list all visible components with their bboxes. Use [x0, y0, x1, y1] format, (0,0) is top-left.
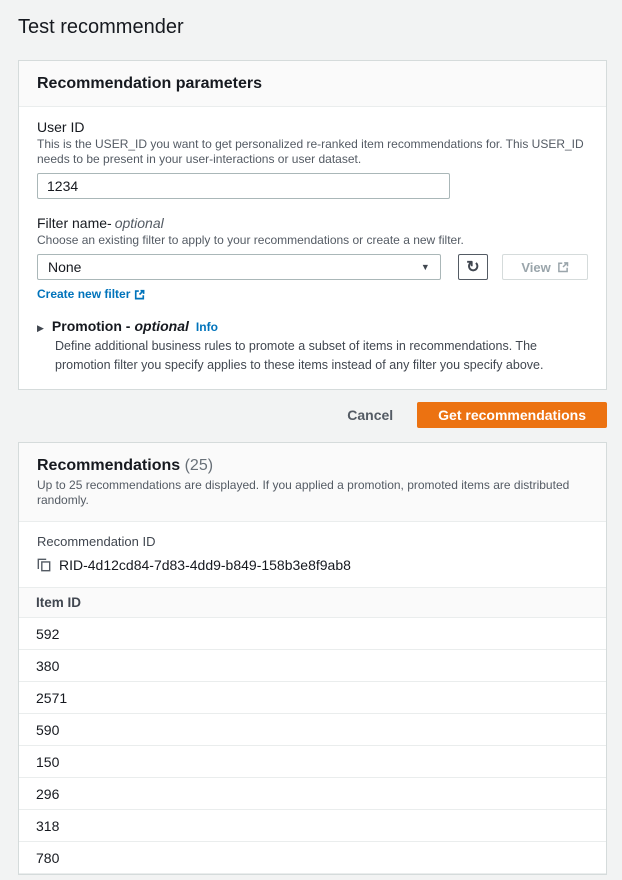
expand-triangle-icon: ▶ — [37, 323, 44, 333]
recommendation-parameters-card — [18, 60, 607, 390]
table-row: 296 — [19, 778, 606, 810]
recommendations-count: (25) — [184, 457, 214, 474]
item-id-table — [19, 587, 606, 874]
table-row: 380 — [19, 650, 606, 682]
filter-name-label-text: Filter name- — [37, 215, 112, 231]
table-row: 780 — [19, 842, 606, 874]
recommendation-id-label: Recommendation ID — [37, 534, 156, 549]
recommendation-id-section — [19, 522, 606, 587]
table-row: 590 — [19, 714, 606, 746]
view-button-label: View — [521, 259, 551, 275]
page-title: Test recommender — [18, 16, 184, 38]
recommendations-description: Up to 25 recommendations are displayed. If you applied a promotion, promoted items are distributed randomly. — [37, 478, 570, 507]
filter-name-label — [37, 215, 588, 232]
recommendations-title-text: Recommendations — [37, 457, 181, 474]
recommendation-id-row — [37, 557, 588, 573]
filter-selected-value: None — [48, 259, 82, 275]
promotion-optional-label: optional — [134, 318, 189, 334]
user-id-label: User ID — [37, 119, 85, 135]
table-row: 150 — [19, 746, 606, 778]
promotion-title-text: Promotion - — [51, 318, 131, 334]
parameters-card-header — [19, 61, 606, 107]
promotion-expander[interactable] — [37, 318, 588, 334]
external-link-icon — [557, 261, 569, 273]
parameters-card-body — [19, 107, 606, 389]
table-row: 318 — [19, 810, 606, 842]
refresh-button[interactable] — [458, 254, 488, 280]
promotion-description: Define additional business rules to promote a subset of items in recommendations. The promotion filter you specify applies to these items instead of any filter you specify above. — [55, 339, 544, 372]
user-id-description: This is the USER_ID you want to get personalized re-ranked item recommendations for. This USER_ID needs to be present in your user-interactions or user dataset. — [37, 137, 584, 166]
promotion-section — [37, 318, 588, 375]
user-id-input[interactable] — [37, 173, 450, 199]
refresh-icon: ↻ — [466, 259, 480, 276]
filter-description: Choose an existing filter to apply to your recommendations or create a new filter. — [37, 233, 464, 247]
create-filter-row — [37, 285, 588, 300]
filter-field-group — [37, 215, 588, 300]
parameters-card-title: Recommendation parameters — [37, 75, 262, 92]
filter-optional-label: optional — [114, 215, 164, 231]
table-row: 592 — [19, 618, 606, 650]
external-link-icon — [134, 289, 145, 300]
recommendations-card-title — [37, 456, 588, 475]
recommendation-id-value: RID-4d12cd84-7d83-4dd9-b849-158b3e8f9ab8 — [59, 557, 351, 573]
get-recommendations-button[interactable]: Get recommendations — [417, 402, 607, 428]
create-new-filter-link[interactable] — [37, 287, 145, 301]
promotion-info-link[interactable]: Info — [195, 320, 218, 334]
cancel-button[interactable]: Cancel — [347, 407, 394, 423]
create-new-filter-label: Create new filter — [37, 287, 131, 301]
chevron-down-icon: ▼ — [420, 262, 430, 272]
form-actions — [18, 402, 607, 428]
copy-icon[interactable] — [37, 558, 51, 572]
table-column-header: Item ID — [19, 588, 606, 618]
filter-control-row — [37, 254, 588, 280]
user-id-field-group — [37, 119, 588, 199]
recommendations-card-header — [19, 443, 606, 522]
view-button[interactable] — [502, 254, 588, 280]
recommendations-card — [18, 442, 607, 875]
promotion-title — [52, 318, 189, 334]
table-row: 2571 — [19, 682, 606, 714]
filter-select[interactable] — [37, 254, 441, 280]
